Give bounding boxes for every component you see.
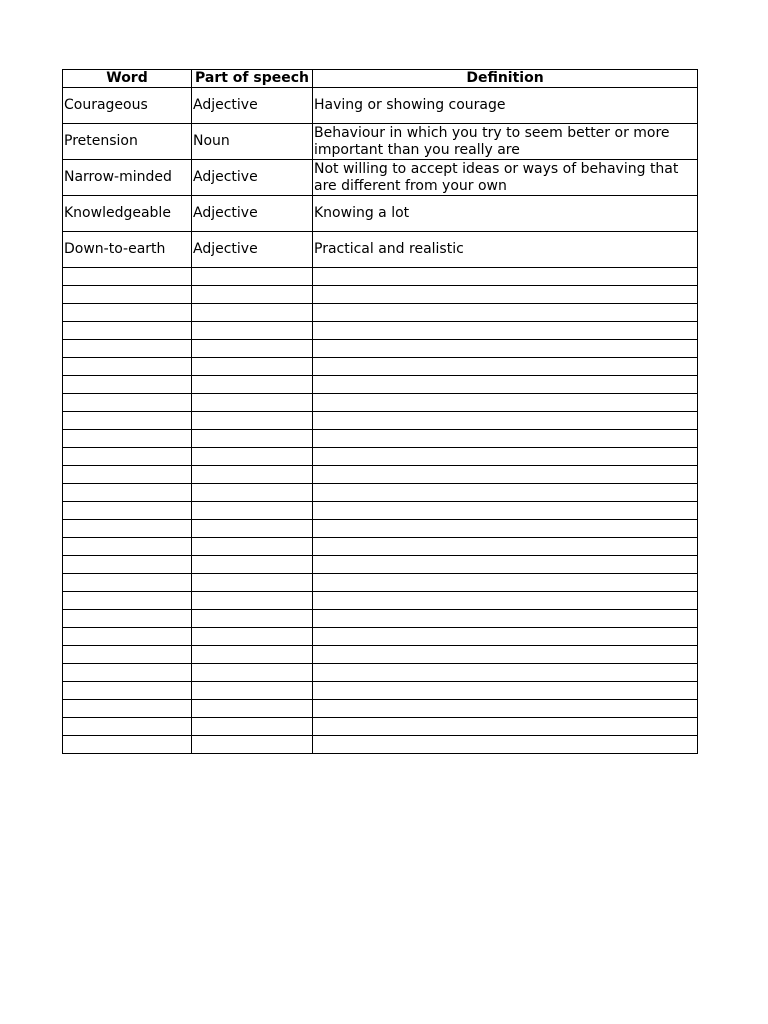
blank-word-cell bbox=[63, 466, 192, 484]
blank-table-row bbox=[63, 412, 698, 430]
blank-part-of-speech-cell bbox=[192, 412, 313, 430]
vocabulary-table bbox=[62, 69, 698, 754]
blank-part-of-speech-cell bbox=[192, 628, 313, 646]
table-body bbox=[63, 88, 698, 754]
blank-table-row bbox=[63, 430, 698, 448]
word-cell: Knowledgeable bbox=[63, 196, 192, 232]
blank-table-row bbox=[63, 502, 698, 520]
blank-part-of-speech-cell bbox=[192, 340, 313, 358]
blank-table-row bbox=[63, 394, 698, 412]
blank-definition-cell bbox=[313, 520, 698, 538]
blank-part-of-speech-cell bbox=[192, 448, 313, 466]
blank-definition-cell bbox=[313, 322, 698, 340]
blank-table-row bbox=[63, 520, 698, 538]
blank-definition-cell bbox=[313, 412, 698, 430]
definition-cell: Behaviour in which you try to seem better or more important than you really are bbox=[313, 124, 698, 160]
blank-word-cell bbox=[63, 502, 192, 520]
blank-definition-cell bbox=[313, 340, 698, 358]
blank-table-row bbox=[63, 322, 698, 340]
blank-definition-cell bbox=[313, 718, 698, 736]
header-part-of-speech: Part of speech bbox=[192, 70, 313, 88]
blank-part-of-speech-cell bbox=[192, 430, 313, 448]
blank-part-of-speech-cell bbox=[192, 610, 313, 628]
blank-part-of-speech-cell bbox=[192, 286, 313, 304]
blank-definition-cell bbox=[313, 376, 698, 394]
blank-word-cell bbox=[63, 592, 192, 610]
blank-part-of-speech-cell bbox=[192, 592, 313, 610]
table-row bbox=[63, 124, 698, 160]
blank-definition-cell bbox=[313, 538, 698, 556]
blank-table-row bbox=[63, 700, 698, 718]
header-word: Word bbox=[63, 70, 192, 88]
blank-word-cell bbox=[63, 646, 192, 664]
blank-part-of-speech-cell bbox=[192, 556, 313, 574]
blank-part-of-speech-cell bbox=[192, 502, 313, 520]
blank-definition-cell bbox=[313, 646, 698, 664]
blank-definition-cell bbox=[313, 682, 698, 700]
blank-part-of-speech-cell bbox=[192, 574, 313, 592]
blank-part-of-speech-cell bbox=[192, 268, 313, 286]
blank-table-row bbox=[63, 448, 698, 466]
table-row bbox=[63, 196, 698, 232]
definition-cell: Practical and realistic bbox=[313, 232, 698, 268]
blank-table-row bbox=[63, 358, 698, 376]
blank-word-cell bbox=[63, 322, 192, 340]
blank-part-of-speech-cell bbox=[192, 664, 313, 682]
blank-definition-cell bbox=[313, 502, 698, 520]
blank-word-cell bbox=[63, 520, 192, 538]
blank-word-cell bbox=[63, 376, 192, 394]
blank-part-of-speech-cell bbox=[192, 700, 313, 718]
blank-table-row bbox=[63, 628, 698, 646]
blank-part-of-speech-cell bbox=[192, 538, 313, 556]
definition-cell: Not willing to accept ideas or ways of behaving that are different from your own bbox=[313, 160, 698, 196]
part-of-speech-cell: Adjective bbox=[192, 196, 313, 232]
blank-table-row bbox=[63, 304, 698, 322]
blank-part-of-speech-cell bbox=[192, 376, 313, 394]
blank-part-of-speech-cell bbox=[192, 304, 313, 322]
blank-table-row bbox=[63, 484, 698, 502]
blank-part-of-speech-cell bbox=[192, 682, 313, 700]
blank-part-of-speech-cell bbox=[192, 646, 313, 664]
blank-definition-cell bbox=[313, 304, 698, 322]
blank-word-cell bbox=[63, 286, 192, 304]
blank-definition-cell bbox=[313, 394, 698, 412]
blank-table-row bbox=[63, 682, 698, 700]
blank-definition-cell bbox=[313, 556, 698, 574]
blank-definition-cell bbox=[313, 430, 698, 448]
blank-word-cell bbox=[63, 538, 192, 556]
table-row bbox=[63, 160, 698, 196]
word-cell: Narrow-minded bbox=[63, 160, 192, 196]
blank-definition-cell bbox=[313, 448, 698, 466]
part-of-speech-cell: Noun bbox=[192, 124, 313, 160]
blank-word-cell bbox=[63, 430, 192, 448]
blank-part-of-speech-cell bbox=[192, 466, 313, 484]
blank-word-cell bbox=[63, 340, 192, 358]
blank-table-row bbox=[63, 340, 698, 358]
blank-definition-cell bbox=[313, 610, 698, 628]
blank-definition-cell bbox=[313, 574, 698, 592]
blank-table-row bbox=[63, 466, 698, 484]
blank-part-of-speech-cell bbox=[192, 484, 313, 502]
blank-definition-cell bbox=[313, 286, 698, 304]
blank-table-row bbox=[63, 286, 698, 304]
part-of-speech-cell: Adjective bbox=[192, 160, 313, 196]
blank-table-row bbox=[63, 538, 698, 556]
blank-word-cell bbox=[63, 268, 192, 286]
blank-word-cell bbox=[63, 358, 192, 376]
blank-part-of-speech-cell bbox=[192, 358, 313, 376]
blank-definition-cell bbox=[313, 358, 698, 376]
blank-word-cell bbox=[63, 610, 192, 628]
blank-definition-cell bbox=[313, 664, 698, 682]
blank-definition-cell bbox=[313, 628, 698, 646]
blank-table-row bbox=[63, 268, 698, 286]
word-cell: Courageous bbox=[63, 88, 192, 124]
part-of-speech-cell: Adjective bbox=[192, 232, 313, 268]
blank-table-row bbox=[63, 592, 698, 610]
blank-word-cell bbox=[63, 682, 192, 700]
word-cell: Down-to-earth bbox=[63, 232, 192, 268]
blank-word-cell bbox=[63, 574, 192, 592]
table-row bbox=[63, 88, 698, 124]
definition-cell: Knowing a lot bbox=[313, 196, 698, 232]
definition-cell: Having or showing courage bbox=[313, 88, 698, 124]
blank-table-row bbox=[63, 610, 698, 628]
header-definition: Definition bbox=[313, 70, 698, 88]
blank-word-cell bbox=[63, 700, 192, 718]
blank-part-of-speech-cell bbox=[192, 718, 313, 736]
blank-word-cell bbox=[63, 664, 192, 682]
blank-word-cell bbox=[63, 394, 192, 412]
blank-table-row bbox=[63, 664, 698, 682]
blank-word-cell bbox=[63, 304, 192, 322]
word-cell: Pretension bbox=[63, 124, 192, 160]
blank-definition-cell bbox=[313, 700, 698, 718]
blank-table-row bbox=[63, 718, 698, 736]
blank-word-cell bbox=[63, 736, 192, 754]
blank-part-of-speech-cell bbox=[192, 322, 313, 340]
header-row bbox=[63, 70, 698, 88]
blank-part-of-speech-cell bbox=[192, 394, 313, 412]
blank-definition-cell bbox=[313, 268, 698, 286]
blank-table-row bbox=[63, 376, 698, 394]
blank-table-row bbox=[63, 646, 698, 664]
blank-table-row bbox=[63, 736, 698, 754]
table-row bbox=[63, 232, 698, 268]
blank-definition-cell bbox=[313, 592, 698, 610]
blank-word-cell bbox=[63, 628, 192, 646]
blank-word-cell bbox=[63, 718, 192, 736]
blank-word-cell bbox=[63, 448, 192, 466]
blank-word-cell bbox=[63, 556, 192, 574]
part-of-speech-cell: Adjective bbox=[192, 88, 313, 124]
blank-definition-cell bbox=[313, 466, 698, 484]
blank-table-row bbox=[63, 574, 698, 592]
blank-part-of-speech-cell bbox=[192, 736, 313, 754]
blank-definition-cell bbox=[313, 736, 698, 754]
blank-definition-cell bbox=[313, 484, 698, 502]
blank-part-of-speech-cell bbox=[192, 520, 313, 538]
blank-table-row bbox=[63, 556, 698, 574]
blank-word-cell bbox=[63, 412, 192, 430]
blank-word-cell bbox=[63, 484, 192, 502]
